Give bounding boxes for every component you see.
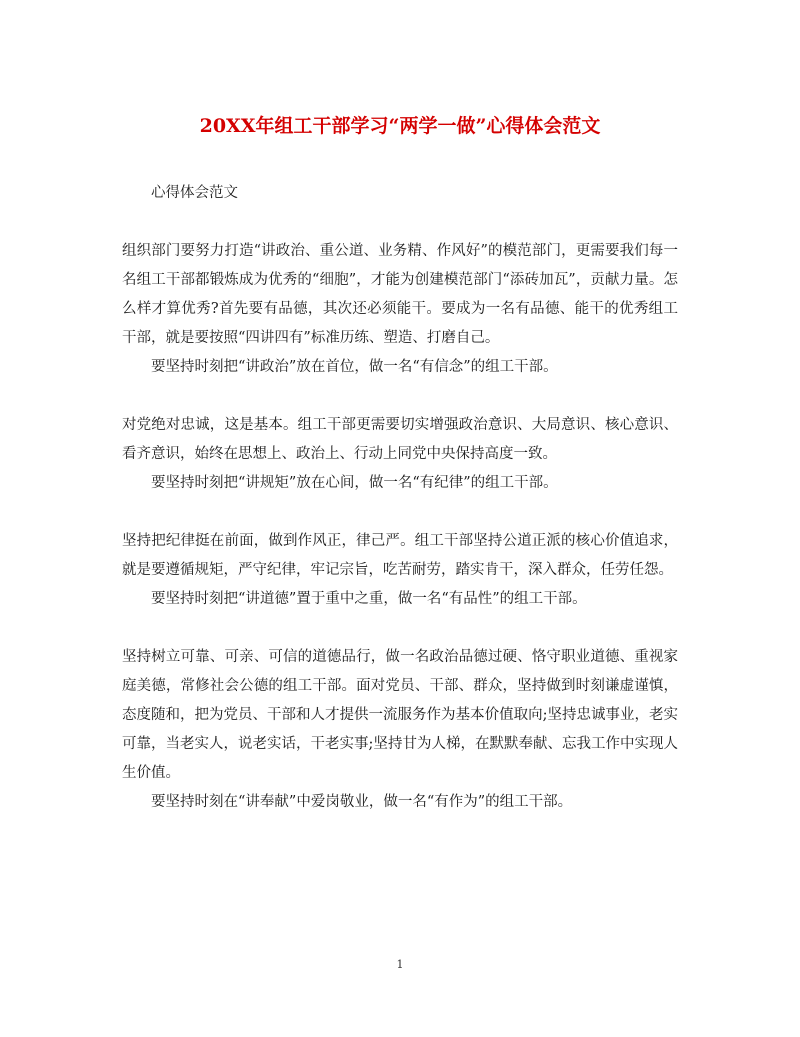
section-heading-dedication: 要坚持时刻在“讲奉献”中爱岗敬业，做一名“有作为”的组工干部。 (151, 794, 573, 810)
document-subtitle: 心得体会范文 (151, 185, 238, 201)
document-title: 20XX年组工干部学习“两学一做”心得体会范文 (199, 115, 601, 137)
paragraph-intro: 组织部门要努力打造“讲政治、重公道、业务精、作风好”的模范部门，更需要我们每一名组工干部都锻炼成为优秀的“细胞”，才能为创建模范部门“添砖加瓦”，贡献力量。怎么样才算优秀?首先要有品德，其次还必须能干。要成为一名有品德、能干的优秀组工干部，就是要按照“四讲四有”标准历练、塑造、打磨自己。 (122, 243, 678, 346)
section-heading-politics: 要坚持时刻把“讲政治”放在首位，做一名“有信念”的组工干部。 (151, 359, 558, 375)
section-heading-morality: 要坚持时刻把“讲道德”置于重中之重，做一名“有品性”的组工干部。 (151, 591, 587, 607)
paragraph-politics: 对党绝对忠诚，这是基本。组工干部更需要切实增强政治意识、大局意识、核心意识、看齐意识，始终在思想上、政治上、行动上同党中央保持高度一致。 (122, 417, 678, 462)
section-heading-rules: 要坚持时刻把“讲规矩”放在心间，做一名“有纪律”的组工干部。 (151, 475, 558, 491)
page-number: 1 (396, 958, 404, 971)
paragraph-rules: 坚持把纪律挺在前面，做到作风正，律己严。组工干部坚持公道正派的核心价值追求，就是要遵循规矩，严守纪律，牢记宗旨，吃苦耐劳，踏实肯干，深入群众，任劳任怨。 (122, 533, 678, 578)
document-body (122, 179, 678, 817)
paragraph-morality: 坚持树立可靠、可亲、可信的道德品行，做一名政治品德过硬、恪守职业道德、重视家庭美德，常修社会公德的组工干部。面对党员、干部、群众，坚持做到时刻谦虚谨慎，态度随和，把为党员、干部和人才提供一流服务作为基本价值取向;坚持忠诚事业，老实可靠，当老实人，说老实话，干老实事;坚持甘为人梯，在默默奉献、忘我工作中实现人生价值。 (122, 649, 678, 781)
